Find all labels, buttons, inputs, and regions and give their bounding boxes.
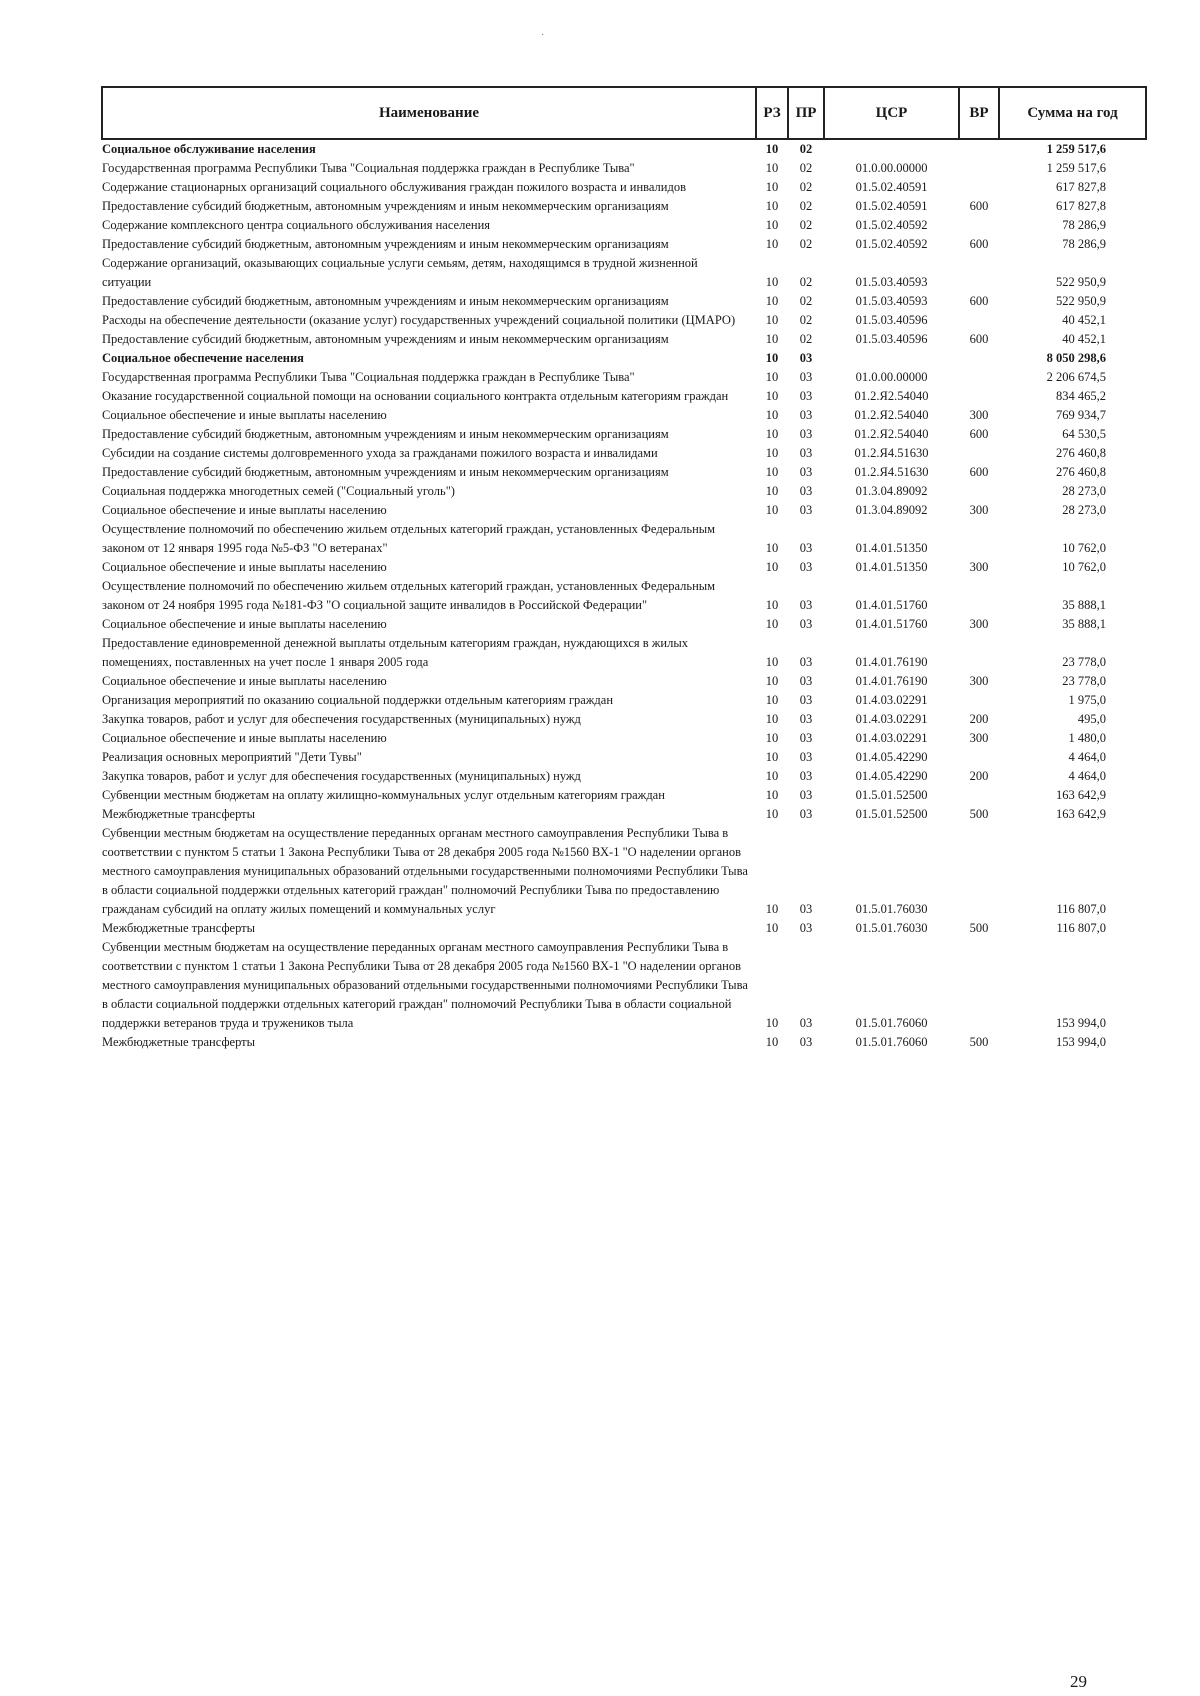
row-pr: 03 bbox=[799, 560, 813, 574]
row-name: Предоставление субсидий бюджетным, автономным учреждениям и иным некоммерческим организациям bbox=[102, 332, 669, 346]
table-row bbox=[102, 387, 1146, 406]
row-sum: 276 460,8 bbox=[1056, 446, 1106, 460]
row-name: Оказание государственной социальной помощи на основании социального контракта отдельным категориям граждан bbox=[102, 389, 729, 403]
row-sum: 522 950,9 bbox=[1056, 294, 1106, 308]
row-csr: 01.2.Я2.54040 bbox=[854, 427, 929, 441]
table-row bbox=[102, 216, 1146, 235]
row-vr: 300 bbox=[969, 674, 989, 688]
row-csr bbox=[824, 349, 959, 368]
row-pr: 03 bbox=[799, 1016, 813, 1030]
row-rz: 10 bbox=[765, 693, 779, 707]
row-name: Содержание комплексного центра социального обслуживания населения bbox=[102, 218, 491, 232]
table-row bbox=[102, 254, 1146, 292]
row-name: Социальное обеспечение и иные выплаты населению bbox=[102, 674, 387, 688]
table-row bbox=[102, 425, 1146, 444]
row-rz: 10 bbox=[765, 370, 779, 384]
row-vr: 300 bbox=[969, 731, 989, 745]
row-rz: 10 bbox=[765, 674, 779, 688]
row-csr: 01.5.02.40591 bbox=[855, 199, 928, 213]
row-pr: 02 bbox=[799, 332, 813, 346]
row-name: Закупка товаров, работ и услуг для обеспечения государственных (муниципальных) нужд bbox=[102, 769, 581, 783]
row-rz: 10 bbox=[765, 180, 779, 194]
row-name: Социальное обеспечение и иные выплаты населению bbox=[102, 617, 387, 631]
row-csr: 01.4.05.42290 bbox=[855, 769, 928, 783]
row-vr: 300 bbox=[969, 560, 989, 574]
table-row bbox=[102, 406, 1146, 425]
row-pr: 02 bbox=[799, 313, 813, 327]
row-csr: 01.4.03.02291 bbox=[855, 712, 928, 726]
row-sum: 1 975,0 bbox=[1068, 693, 1106, 707]
row-sum: 23 778,0 bbox=[1062, 655, 1106, 669]
row-pr: 03 bbox=[799, 370, 813, 384]
row-vr bbox=[959, 520, 999, 558]
table-row bbox=[102, 919, 1146, 938]
row-name: Реализация основных мероприятий "Дети Тувы" bbox=[102, 750, 362, 764]
row-csr: 01.4.01.51350 bbox=[855, 541, 928, 555]
row-csr: 01.4.03.02291 bbox=[855, 693, 928, 707]
row-csr: 01.4.01.76190 bbox=[855, 674, 928, 688]
row-pr: 02 bbox=[799, 237, 813, 251]
row-rz: 10 bbox=[765, 560, 779, 574]
row-name: Социальное обеспечение и иные выплаты населению bbox=[102, 731, 387, 745]
row-vr: 500 bbox=[969, 807, 989, 821]
row-sum: 276 460,8 bbox=[1056, 465, 1106, 479]
row-name: Организация мероприятий по оказанию социальной поддержки отдельным категориям граждан bbox=[102, 693, 614, 707]
row-vr bbox=[959, 311, 999, 330]
row-vr: 600 bbox=[969, 237, 989, 251]
row-sum: 116 807,0 bbox=[1056, 902, 1106, 916]
row-vr: 200 bbox=[969, 712, 989, 726]
row-name: Межбюджетные трансферты bbox=[102, 807, 256, 821]
row-rz: 10 bbox=[765, 465, 779, 479]
table-row bbox=[102, 615, 1146, 634]
table-row bbox=[102, 710, 1146, 729]
row-name: Предоставление единовременной денежной выплаты отдельным категориям граждан, нуждающихся в жилых помещениях, поставленных на учет после 1 января 2005 года bbox=[102, 636, 689, 669]
row-sum: 617 827,8 bbox=[1056, 180, 1106, 194]
row-rz: 10 bbox=[765, 427, 779, 441]
table-row bbox=[102, 368, 1146, 387]
row-vr bbox=[959, 444, 999, 463]
row-vr: 500 bbox=[969, 1035, 989, 1049]
header-csr: ЦСР bbox=[824, 87, 959, 139]
row-name: Государственная программа Республики Тыва "Социальная поддержка граждан в Республике Тыва" bbox=[102, 370, 635, 384]
table-row bbox=[102, 558, 1146, 577]
table-row bbox=[102, 748, 1146, 767]
row-sum: 163 642,9 bbox=[1056, 788, 1106, 802]
row-rz: 10 bbox=[765, 275, 779, 289]
row-name: Государственная программа Республики Тыва "Социальная поддержка граждан в Республике Тыва" bbox=[102, 161, 635, 175]
row-sum: 8 050 298,6 bbox=[1046, 351, 1106, 365]
row-sum: 2 206 674,5 bbox=[1046, 370, 1106, 384]
row-name: Социальное обеспечение населения bbox=[102, 351, 304, 365]
row-csr: 01.3.04.89092 bbox=[855, 503, 928, 517]
row-csr: 01.5.01.76030 bbox=[855, 902, 928, 916]
row-vr bbox=[959, 691, 999, 710]
header-row bbox=[102, 87, 1146, 139]
row-rz: 10 bbox=[765, 788, 779, 802]
row-rz: 10 bbox=[765, 237, 779, 251]
row-name: Предоставление субсидий бюджетным, автономным учреждениям и иным некоммерческим организациям bbox=[102, 465, 669, 479]
row-rz: 10 bbox=[765, 750, 779, 764]
row-name: Содержание организаций, оказывающих социальные услуги семьям, детям, находящимся в трудной жизненной ситуации bbox=[102, 256, 698, 289]
row-vr: 300 bbox=[969, 408, 989, 422]
row-rz: 10 bbox=[765, 598, 779, 612]
table-row bbox=[102, 729, 1146, 748]
row-vr: 300 bbox=[969, 617, 989, 631]
row-name: Расходы на обеспечение деятельности (оказание услуг) государственных учреждений социальной политики (ЦМАРО) bbox=[102, 313, 736, 327]
row-sum: 23 778,0 bbox=[1062, 674, 1106, 688]
row-rz: 10 bbox=[765, 408, 779, 422]
row-sum: 78 286,9 bbox=[1062, 218, 1106, 232]
row-name: Закупка товаров, работ и услуг для обеспечения государственных (муниципальных) нужд bbox=[102, 712, 581, 726]
row-vr bbox=[959, 178, 999, 197]
row-rz: 10 bbox=[765, 769, 779, 783]
row-vr bbox=[959, 824, 999, 919]
row-vr: 600 bbox=[969, 294, 989, 308]
row-vr: 500 bbox=[969, 921, 989, 935]
row-pr: 02 bbox=[799, 218, 813, 232]
row-sum: 1 259 517,6 bbox=[1046, 142, 1106, 156]
row-csr: 01.2.Я4.51630 bbox=[854, 446, 929, 460]
row-name: Осуществление полномочий по обеспечению жильем отдельных категорий граждан, установленных Федеральным законом от 12 января 1995 года №5-ФЗ "О ветеранах" bbox=[102, 522, 716, 555]
row-vr bbox=[959, 482, 999, 501]
row-csr: 01.5.03.40596 bbox=[855, 332, 928, 346]
row-sum: 64 530,5 bbox=[1062, 427, 1106, 441]
table-row bbox=[102, 805, 1146, 824]
row-csr: 01.2.Я2.54040 bbox=[854, 408, 929, 422]
row-pr: 02 bbox=[799, 275, 813, 289]
row-sum: 35 888,1 bbox=[1062, 598, 1106, 612]
row-rz: 10 bbox=[765, 218, 779, 232]
row-name: Субвенции местным бюджетам на осуществление переданных органам местного самоуправления Республики Тыва в соответствии с пунктом 5 статьи 1 Закона Республики Тыва от 28 декабря 2005 года №1560 ВХ-1 "О наделении органов местного самоуправления муниципальных образований отдельными государственными полномочиями Республики Тыва в области социальной поддержки отдельных категорий граждан" полномочий Республики Тыва по предоставлению гражданам субсидий на оплату жилых помещений и коммунальных услуг bbox=[102, 826, 748, 916]
row-pr: 03 bbox=[799, 1035, 813, 1049]
row-rz: 10 bbox=[765, 294, 779, 308]
row-sum: 495,0 bbox=[1077, 712, 1106, 726]
row-rz: 10 bbox=[765, 332, 779, 346]
table-row bbox=[102, 463, 1146, 482]
table-row bbox=[102, 577, 1146, 615]
row-rz: 10 bbox=[765, 655, 779, 669]
row-csr: 01.2.Я4.51630 bbox=[854, 465, 929, 479]
table-row bbox=[102, 197, 1146, 216]
row-rz: 10 bbox=[765, 389, 779, 403]
row-csr: 01.4.01.76190 bbox=[855, 655, 928, 669]
row-name: Социальное обеспечение и иные выплаты населению bbox=[102, 503, 387, 517]
table-row bbox=[102, 634, 1146, 672]
row-csr: 01.5.02.40592 bbox=[855, 218, 928, 232]
table-row bbox=[102, 235, 1146, 254]
row-pr: 03 bbox=[799, 503, 813, 517]
row-vr bbox=[959, 254, 999, 292]
row-sum: 153 994,0 bbox=[1056, 1035, 1106, 1049]
row-vr: 600 bbox=[969, 332, 989, 346]
row-csr: 01.5.01.52500 bbox=[855, 807, 928, 821]
table-row bbox=[102, 1033, 1146, 1052]
row-rz: 10 bbox=[765, 484, 779, 498]
row-csr: 01.5.02.40592 bbox=[855, 237, 928, 251]
row-vr: 300 bbox=[969, 503, 989, 517]
row-csr: 01.5.02.40591 bbox=[855, 180, 928, 194]
table-body bbox=[102, 139, 1146, 1052]
row-csr: 01.0.00.00000 bbox=[855, 370, 928, 384]
row-vr: 600 bbox=[969, 199, 989, 213]
row-name: Субвенции местным бюджетам на осуществление переданных органам местного самоуправления Республики Тыва в соответствии с пунктом 1 статьи 1 Закона Республики Тыва от 28 декабря 2005 года №1560 ВХ-1 "О наделении органов местного самоуправления муниципальных образований отдельными государственными полномочиями Республики Тыва в области социальной поддержки отдельных категорий граждан" полномочий Республики Тыва в области социальной поддержки ветеранов труда и тружеников тыла bbox=[102, 940, 748, 1030]
table-row bbox=[102, 178, 1146, 197]
table-row bbox=[102, 444, 1146, 463]
row-name: Предоставление субсидий бюджетным, автономным учреждениям и иным некоммерческим организациям bbox=[102, 199, 669, 213]
row-vr bbox=[959, 577, 999, 615]
row-rz: 10 bbox=[765, 199, 779, 213]
table-row bbox=[102, 786, 1146, 805]
row-sum: 617 827,8 bbox=[1056, 199, 1106, 213]
table-row bbox=[102, 482, 1146, 501]
row-name: Социальная поддержка многодетных семей ("Социальный уголь") bbox=[102, 484, 455, 498]
row-rz: 10 bbox=[765, 617, 779, 631]
row-pr: 03 bbox=[799, 541, 813, 555]
row-name: Предоставление субсидий бюджетным, автономным учреждениям и иным некоммерческим организациям bbox=[102, 427, 669, 441]
row-sum: 163 642,9 bbox=[1056, 807, 1106, 821]
header-sum: Сумма на год bbox=[999, 87, 1146, 139]
row-pr: 02 bbox=[799, 180, 813, 194]
row-rz: 10 bbox=[765, 142, 779, 156]
row-sum: 522 950,9 bbox=[1056, 275, 1106, 289]
section-row bbox=[102, 139, 1146, 159]
table-row bbox=[102, 824, 1146, 919]
row-rz: 10 bbox=[765, 446, 779, 460]
row-pr: 03 bbox=[799, 693, 813, 707]
row-csr: 01.4.01.51760 bbox=[855, 617, 928, 631]
header-rz: РЗ bbox=[756, 87, 788, 139]
row-pr: 03 bbox=[799, 807, 813, 821]
row-name: Межбюджетные трансферты bbox=[102, 1035, 256, 1049]
table-row bbox=[102, 520, 1146, 558]
table-row bbox=[102, 672, 1146, 691]
row-vr bbox=[959, 387, 999, 406]
row-rz: 10 bbox=[765, 503, 779, 517]
row-vr: 200 bbox=[969, 769, 989, 783]
row-csr: 01.5.01.76060 bbox=[855, 1035, 928, 1049]
row-pr: 03 bbox=[799, 446, 813, 460]
row-name: Осуществление полномочий по обеспечению жильем отдельных категорий граждан, установленных Федеральным законом от 24 ноября 1995 года №181-ФЗ "О социальной защите инвалидов в Российской Федерации" bbox=[102, 579, 716, 612]
row-vr bbox=[959, 159, 999, 178]
table-row bbox=[102, 159, 1146, 178]
row-pr: 03 bbox=[799, 465, 813, 479]
row-name: Субвенции местным бюджетам на оплату жилищно-коммунальных услуг отдельным категориям граждан bbox=[102, 788, 665, 802]
row-pr: 03 bbox=[799, 731, 813, 745]
table-row bbox=[102, 311, 1146, 330]
budget-table bbox=[101, 86, 1147, 1052]
row-sum: 4 464,0 bbox=[1068, 750, 1106, 764]
row-sum: 10 762,0 bbox=[1062, 560, 1106, 574]
row-name: Социальное обеспечение и иные выплаты населению bbox=[102, 560, 387, 574]
row-sum: 4 464,0 bbox=[1068, 769, 1106, 783]
row-csr: 01.4.01.51760 bbox=[855, 598, 928, 612]
row-csr: 01.5.01.52500 bbox=[855, 788, 928, 802]
row-sum: 10 762,0 bbox=[1062, 541, 1106, 555]
row-sum: 1 259 517,6 bbox=[1046, 161, 1106, 175]
row-pr: 02 bbox=[799, 199, 813, 213]
row-name: Социальное обеспечение и иные выплаты населению bbox=[102, 408, 387, 422]
header-vr: ВР bbox=[959, 87, 999, 139]
row-csr: 01.3.04.89092 bbox=[855, 484, 928, 498]
row-pr: 03 bbox=[799, 389, 813, 403]
row-csr: 01.5.01.76060 bbox=[855, 1016, 928, 1030]
row-rz: 10 bbox=[765, 161, 779, 175]
table-row bbox=[102, 938, 1146, 1033]
row-rz: 10 bbox=[765, 313, 779, 327]
row-name: Предоставление субсидий бюджетным, автономным учреждениям и иным некоммерческим организациям bbox=[102, 294, 669, 308]
row-name: Социальное обслуживание населения bbox=[102, 142, 316, 156]
row-vr bbox=[959, 349, 999, 368]
row-sum: 78 286,9 bbox=[1062, 237, 1106, 251]
row-pr: 03 bbox=[799, 769, 813, 783]
row-pr: 03 bbox=[799, 598, 813, 612]
row-vr bbox=[959, 748, 999, 767]
row-name: Субсидии на создание системы долговременного ухода за гражданами пожилого возраста и инвалидами bbox=[102, 446, 658, 460]
table-row bbox=[102, 292, 1146, 311]
row-pr: 03 bbox=[799, 617, 813, 631]
row-vr bbox=[959, 634, 999, 672]
row-pr: 03 bbox=[799, 484, 813, 498]
row-pr: 02 bbox=[799, 161, 813, 175]
row-csr: 01.4.01.51350 bbox=[855, 560, 928, 574]
row-rz: 10 bbox=[765, 731, 779, 745]
row-sum: 116 807,0 bbox=[1056, 921, 1106, 935]
row-vr: 600 bbox=[969, 465, 989, 479]
row-sum: 769 934,7 bbox=[1056, 408, 1106, 422]
row-sum: 1 480,0 bbox=[1068, 731, 1106, 745]
row-rz: 10 bbox=[765, 807, 779, 821]
row-csr: 01.5.01.76030 bbox=[855, 921, 928, 935]
row-name: Межбюджетные трансферты bbox=[102, 921, 256, 935]
row-name: Содержание стационарных организаций социального обслуживания граждан пожилого возраста и инвалидов bbox=[102, 180, 686, 194]
row-pr: 03 bbox=[799, 408, 813, 422]
row-csr: 01.4.05.42290 bbox=[855, 750, 928, 764]
row-csr: 01.5.03.40596 bbox=[855, 313, 928, 327]
row-rz: 10 bbox=[765, 541, 779, 555]
row-pr: 03 bbox=[799, 351, 813, 365]
row-rz: 10 bbox=[765, 351, 779, 365]
table-header bbox=[102, 87, 1146, 139]
row-pr: 03 bbox=[799, 750, 813, 764]
header-name: Наименование bbox=[102, 87, 756, 139]
table-row bbox=[102, 767, 1146, 786]
row-rz: 10 bbox=[765, 902, 779, 916]
scan-mark: · bbox=[541, 30, 545, 41]
row-vr bbox=[959, 216, 999, 235]
row-sum: 28 273,0 bbox=[1062, 484, 1106, 498]
row-pr: 03 bbox=[799, 674, 813, 688]
table-row bbox=[102, 330, 1146, 349]
row-pr: 03 bbox=[799, 921, 813, 935]
row-sum: 28 273,0 bbox=[1062, 503, 1106, 517]
table-row bbox=[102, 501, 1146, 520]
row-csr bbox=[824, 139, 959, 159]
row-sum: 153 994,0 bbox=[1056, 1016, 1106, 1030]
row-pr: 03 bbox=[799, 712, 813, 726]
row-sum: 35 888,1 bbox=[1062, 617, 1106, 631]
table-row bbox=[102, 691, 1146, 710]
row-rz: 10 bbox=[765, 712, 779, 726]
row-pr: 03 bbox=[799, 902, 813, 916]
row-pr: 02 bbox=[799, 294, 813, 308]
row-pr: 03 bbox=[799, 427, 813, 441]
row-csr: 01.5.03.40593 bbox=[855, 294, 928, 308]
row-sum: 834 465,2 bbox=[1056, 389, 1106, 403]
header-pr: ПР bbox=[788, 87, 824, 139]
row-sum: 40 452,1 bbox=[1062, 332, 1106, 346]
row-rz: 10 bbox=[765, 921, 779, 935]
row-csr: 01.2.Я2.54040 bbox=[854, 389, 929, 403]
row-vr bbox=[959, 938, 999, 1033]
row-rz: 10 bbox=[765, 1016, 779, 1030]
row-sum: 40 452,1 bbox=[1062, 313, 1106, 327]
row-rz: 10 bbox=[765, 1035, 779, 1049]
row-csr: 01.0.00.00000 bbox=[855, 161, 928, 175]
row-vr bbox=[959, 786, 999, 805]
row-csr: 01.4.03.02291 bbox=[855, 731, 928, 745]
row-vr bbox=[959, 368, 999, 387]
row-vr bbox=[959, 139, 999, 159]
row-name: Предоставление субсидий бюджетным, автономным учреждениям и иным некоммерческим организациям bbox=[102, 237, 669, 251]
row-csr: 01.5.03.40593 bbox=[855, 275, 928, 289]
row-pr: 03 bbox=[799, 788, 813, 802]
row-pr: 03 bbox=[799, 655, 813, 669]
page-number: 29 bbox=[1070, 1672, 1087, 1691]
section-row bbox=[102, 349, 1146, 368]
row-vr: 600 bbox=[969, 427, 989, 441]
row-pr: 02 bbox=[799, 142, 813, 156]
